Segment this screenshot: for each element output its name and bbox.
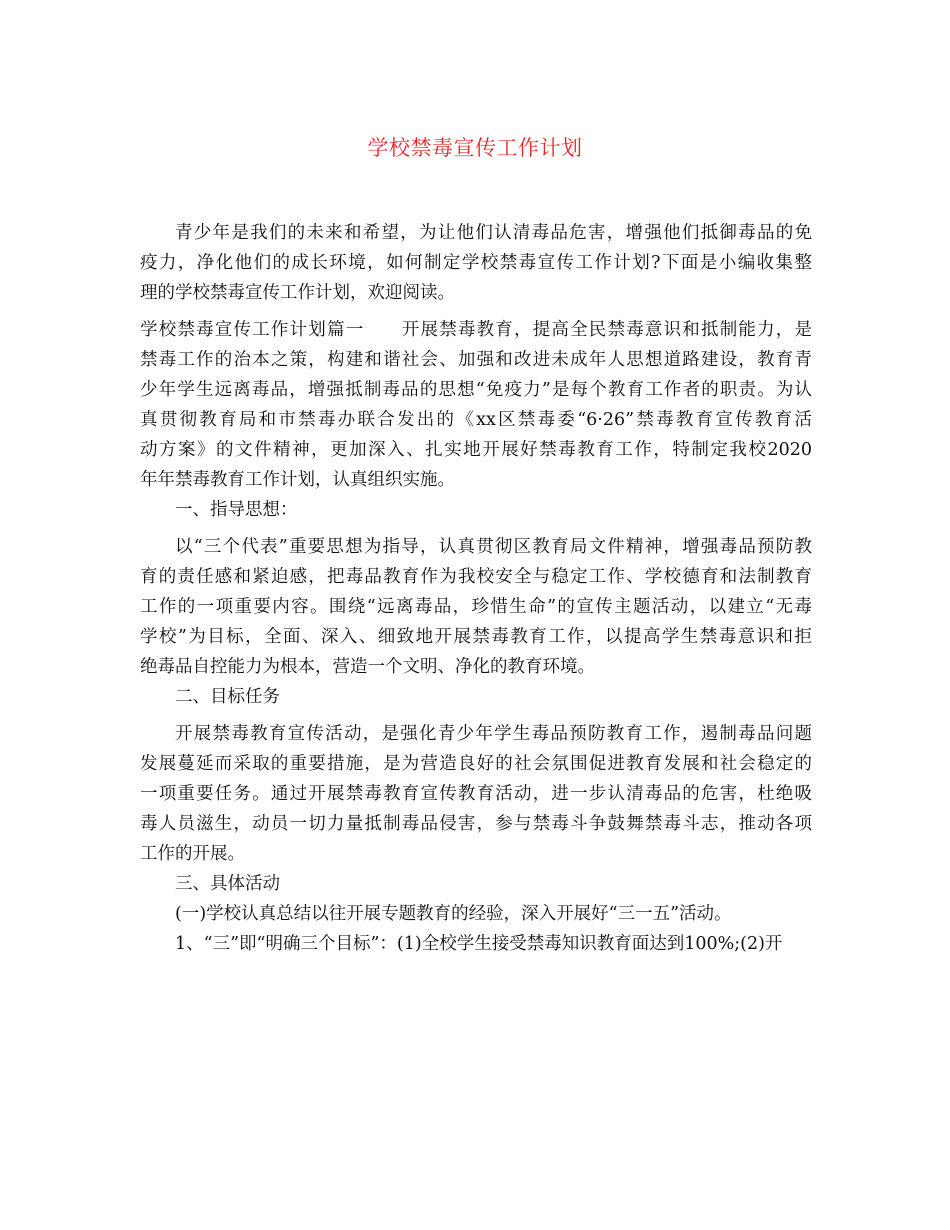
text-line: 动方案》的文件精神，更加深入、扎实地开展好禁毒教育工作，特制定我校2020	[140, 440, 812, 460]
section-heading-activities: 三、具体活动	[175, 874, 280, 894]
section-heading-goals: 二、目标任务	[175, 687, 280, 707]
section-heading-guiding-thought: 一、指导思想：	[175, 500, 298, 520]
goals-paragraph	[140, 719, 812, 869]
text-line: 工作的一项重要内容。围绕“远离毒品，珍惜生命”的宣传主题活动，以建立“无毒	[140, 597, 812, 617]
text-line: 工作的开展。	[140, 844, 245, 864]
text-line: 绝毒品自控能力为根本，营造一个文明、净化的教育环境。	[140, 657, 595, 677]
text-line: 育的责任感和紧迫感，把毒品教育作为我校安全与稳定工作、学校德育和法制教育	[140, 567, 812, 587]
text-line: 疫力，净化他们的成长环境，如何制定学校禁毒宣传工作计划?下面是小编收集整	[140, 253, 812, 273]
plan-intro-paragraph	[140, 315, 812, 495]
text-line: 理的学校禁毒宣传工作计划，欢迎阅读。	[140, 283, 455, 303]
text-line: 少年学生远离毒品，增强抵制毒品的思想“免疫力”是每个教育工作者的职责。为认	[140, 380, 812, 400]
text-line: 年年禁毒教育工作计划，认真组织实施。	[140, 470, 455, 490]
text-line: 发展蔓延而采取的重要措施，是为营造良好的社会氛围促进教育发展和社会稳定的	[140, 754, 812, 774]
document-body	[140, 218, 812, 959]
text-line: 青少年是我们的未来和希望，为让他们认清毒品危害，增强他们抵御毒品的免	[175, 223, 812, 243]
text-line: 真贯彻教育局和市禁毒办联合发出的《xx区禁毒委“6·26”禁毒教育宣传教育活	[140, 410, 812, 430]
text-line: 学校禁毒宣传工作计划篇一 开展禁毒教育，提高全民禁毒意识和抵制能力，是	[140, 320, 812, 340]
text-line: 一项重要任务。通过开展禁毒教育宣传教育活动，进一步认清毒品的危害，杜绝吸	[140, 784, 812, 804]
text-line: 开展禁毒教育宣传活动，是强化青少年学生毒品预防教育工作，遏制毒品问题	[175, 724, 812, 744]
document-title: 学校禁毒宣传工作计划	[367, 136, 583, 160]
list-item-one: 1、“三”即“明确三个目标”：(1)全校学生接受禁毒知识教育面达到100%;(2)开	[175, 934, 783, 954]
text-line: 学校”为目标，全面、深入、细致地开展禁毒教育工作，以提高学生禁毒意识和拒	[140, 627, 812, 647]
intro-paragraph	[140, 218, 812, 308]
guiding-thought-paragraph	[140, 532, 812, 682]
text-line: 毒人员滋生，动员一切力量抵制毒品侵害，参与禁毒斗争鼓舞禁毒斗志，推动各项	[140, 814, 812, 834]
subsection-heading-one: (一)学校认真总结以往开展专题教育的经验，深入开展好“三一五”活动。	[175, 904, 732, 924]
text-line: 禁毒工作的治本之策，构建和谐社会、加强和改进未成年人思想道路建设，教育青	[140, 350, 812, 370]
text-line: 以“三个代表”重要思想为指导，认真贯彻区教育局文件精神，增强毒品预防教	[175, 537, 812, 557]
